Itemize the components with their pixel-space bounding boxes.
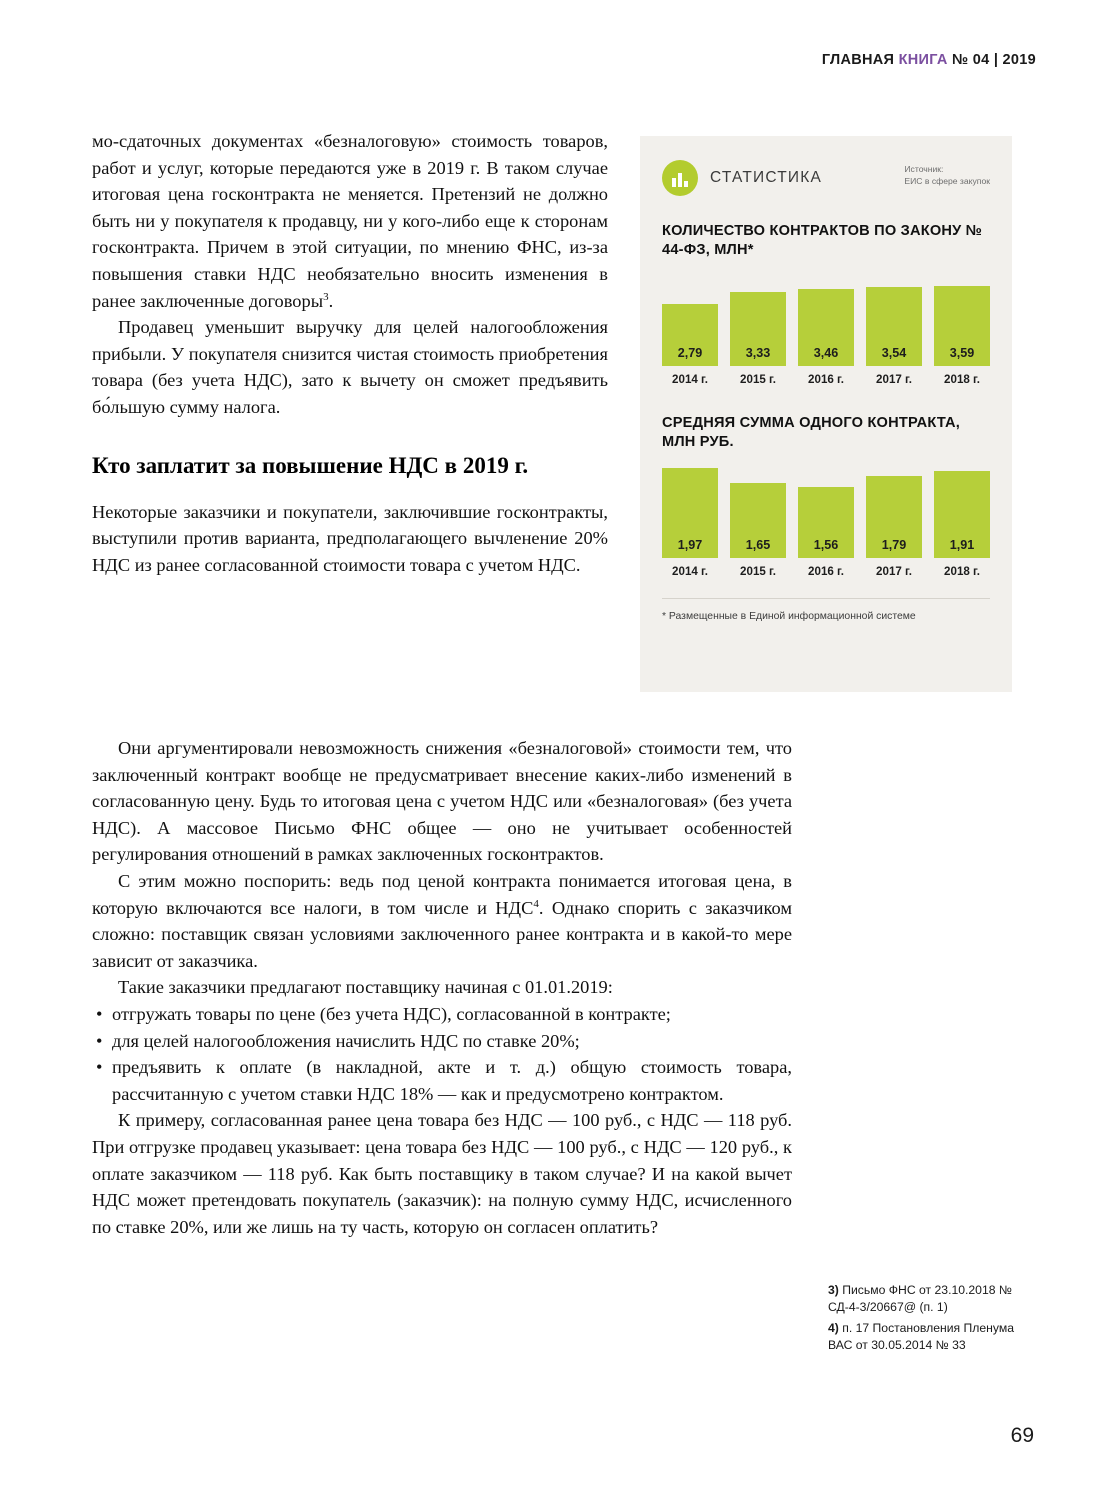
footnotes-block bbox=[828, 1282, 1018, 1358]
list-item: • для целей налогообложения начислить НДС по ставке 20%; bbox=[92, 1028, 792, 1055]
footnote-4 bbox=[828, 1320, 1018, 1353]
bar-value: 1,56 bbox=[813, 538, 839, 552]
chart-2-bars bbox=[662, 466, 990, 558]
bar-value: 1,91 bbox=[949, 538, 975, 552]
category-label: 2016 г. bbox=[808, 373, 844, 386]
bar-chart-icon bbox=[662, 160, 698, 196]
chart-1-category-labels bbox=[662, 373, 990, 386]
bar-value: 3,59 bbox=[949, 346, 975, 360]
bar bbox=[730, 292, 786, 366]
bar bbox=[866, 476, 922, 558]
chart-2-title: СРЕДНЯЯ СУММА ОДНОГО КОНТРАКТА, МЛН РУБ. bbox=[662, 415, 961, 450]
category-label: 2015 г. bbox=[740, 565, 776, 578]
category-label: 2014 г. bbox=[672, 565, 708, 578]
bar bbox=[798, 487, 854, 558]
chart-average-contract-sum bbox=[662, 414, 990, 578]
source-line-2: ЕИС в сфере закупок bbox=[904, 175, 990, 186]
header-brand-main: ГЛАВНАЯ bbox=[821, 52, 895, 68]
left-text-column bbox=[92, 128, 608, 578]
bar-value: 1,97 bbox=[677, 538, 703, 552]
footnote-3-text: Письмо ФНС от 23.10.2018 № СД-4-3/20667@ (п. 1) bbox=[828, 1283, 1012, 1314]
chart-2-category-labels bbox=[662, 565, 990, 578]
page-number: 69 bbox=[1010, 1424, 1034, 1447]
bar-value: 1,65 bbox=[745, 538, 771, 552]
paragraph-2: Продавец уменьшит выручку для целей налогообложения прибыли. У покупателя снизится чистая стоимость приобретения товара (без учета НДС), зато к вычету он сможет предъявить бо́льшую сумму налога. bbox=[92, 317, 608, 417]
bar-column bbox=[730, 274, 786, 366]
infographic-source bbox=[904, 160, 990, 187]
category-label: 2017 г. bbox=[876, 373, 912, 386]
infographic-header bbox=[662, 160, 990, 196]
bar-column bbox=[798, 466, 854, 558]
chart-1-title: КОЛИЧЕСТВО КОНТРАКТОВ ПО ЗАКОНУ № 44-ФЗ, МЛН* bbox=[662, 223, 983, 258]
body-text-block bbox=[92, 735, 792, 1240]
bar-column bbox=[798, 274, 854, 366]
footnote-3 bbox=[828, 1282, 1018, 1315]
paragraph-5-a: С этим можно поспорить: ведь под ценой контракта понимается итоговая цена, в которую включаются все налоги, в том числе и НДС bbox=[92, 870, 792, 918]
header-brand-accent: КНИГА bbox=[898, 52, 948, 68]
bar-value: 1,79 bbox=[881, 538, 907, 552]
list-item: • отгружать товары по цене (без учета НДС), согласованной в контракте; bbox=[92, 1001, 792, 1028]
bar-value: 3,54 bbox=[881, 346, 907, 360]
footnote-4-text: п. 17 Постановления Пленума ВАС от 30.05.2014 № 33 bbox=[828, 1321, 1015, 1352]
bar bbox=[798, 289, 854, 366]
category-label: 2015 г. bbox=[740, 373, 776, 386]
page-header bbox=[822, 52, 1036, 68]
header-issue: № 04 | 2019 bbox=[952, 52, 1036, 68]
bar-column bbox=[866, 466, 922, 558]
bar-column bbox=[662, 466, 718, 558]
bar-column bbox=[730, 466, 786, 558]
infographic-title-group bbox=[662, 160, 822, 196]
paragraph-3: Некоторые заказчики и покупатели, заключившие госконтракты, выступили против варианта, предполагающего вычленение 20% НДС из ранее согласованной стоимости товара с учетом НДС. bbox=[92, 501, 608, 575]
paragraph-1-text: мо-сдаточных документах «безналоговую» стоимость товаров, работ и услуг, которые передаются уже в 2019 г. В таком случае итоговая цена госконтракта не меняется. Претензий не должно быть ни у покупателя к продавцу, ни у кого-либо еще к сторонам госконтракта. Причем в этой ситуации, по мнению ФНС, из-за повышения ставки НДС необязательно вносить изменения в ранее заключенные договоры bbox=[92, 131, 608, 311]
paragraph-5 bbox=[92, 868, 792, 974]
footnote-3-number: 3) bbox=[828, 1283, 839, 1297]
chart-contracts-count bbox=[662, 222, 990, 386]
footnote-ref-4: 4 bbox=[533, 897, 539, 910]
bar-column bbox=[934, 274, 990, 366]
source-line-1: Источник: bbox=[904, 164, 944, 174]
category-label: 2018 г. bbox=[944, 373, 980, 386]
bar bbox=[662, 304, 718, 366]
category-label: 2014 г. bbox=[672, 373, 708, 386]
list-item: • предъявить к оплате (в накладной, акте и т. д.) общую стоимость товара, рассчитанную с учетом ставки НДС 18% — как и предусмотрено контрактом. bbox=[92, 1054, 792, 1107]
paragraph-6: Такие заказчики предлагают поставщику начиная с 01.01.2019: bbox=[118, 977, 613, 998]
bar bbox=[662, 468, 718, 558]
section-title: Кто заплатит за повышение НДС в 2019 г. bbox=[92, 452, 529, 478]
infographic-footnote: * Размещенные в Единой информационной системе bbox=[662, 598, 990, 622]
footnote-ref-3: 3 bbox=[323, 290, 329, 303]
paragraph-4: Они аргументировали невозможность снижения «безналоговой» стоимости тем, что заключенный контракт вообще не предусматривает внесение каких-либо изменений в согласованную цену. Будь то итоговая цена с учетом НДС или «безналоговая» (без учета НДС). А массовое Письмо ФНС общее — оно не учитывает особенностей регулирования отношений в рамках заключенных госконтрактов. bbox=[92, 738, 792, 865]
bar bbox=[866, 287, 922, 366]
category-label: 2018 г. bbox=[944, 565, 980, 578]
chart-1-bars bbox=[662, 274, 990, 366]
category-label: 2017 г. bbox=[876, 565, 912, 578]
bar-value: 2,79 bbox=[677, 346, 703, 360]
bar-value: 3,46 bbox=[813, 346, 839, 360]
paragraph-5-b: . Однако спорить с заказчиком сложно: поставщик связан условиями заключенного ранее контракта и в какой-то мере зависит от заказчика. bbox=[92, 897, 792, 971]
bar-column bbox=[934, 466, 990, 558]
bar bbox=[934, 286, 990, 366]
statistics-infographic bbox=[640, 136, 1012, 692]
paragraph-7: К примеру, согласованная ранее цена товара без НДС — 100 руб., с НДС — 118 руб. При отгрузке продавец указывает: цена товара без НДС — 100 руб., с НДС — 120 руб., к оплате заказчиком — 118 руб. Как быть поставщику в таком случае? И на какой вычет НДС может претендовать покупатель (заказчик): на полную сумму НДС, исчисленного по ставке 20%, или же лишь на ту часть, которую он согласен оплатить? bbox=[92, 1110, 792, 1237]
infographic-label: СТАТИСТИКА bbox=[710, 169, 823, 186]
bar bbox=[934, 471, 990, 558]
bar-column bbox=[866, 274, 922, 366]
proposal-list bbox=[92, 1001, 792, 1107]
paragraph-1 bbox=[92, 128, 608, 314]
bar-column bbox=[662, 274, 718, 366]
paragraph-1-end: . bbox=[328, 290, 334, 311]
bar-value: 3,33 bbox=[745, 346, 771, 360]
bar bbox=[730, 483, 786, 558]
footnote-4-number: 4) bbox=[828, 1321, 839, 1335]
category-label: 2016 г. bbox=[808, 565, 844, 578]
